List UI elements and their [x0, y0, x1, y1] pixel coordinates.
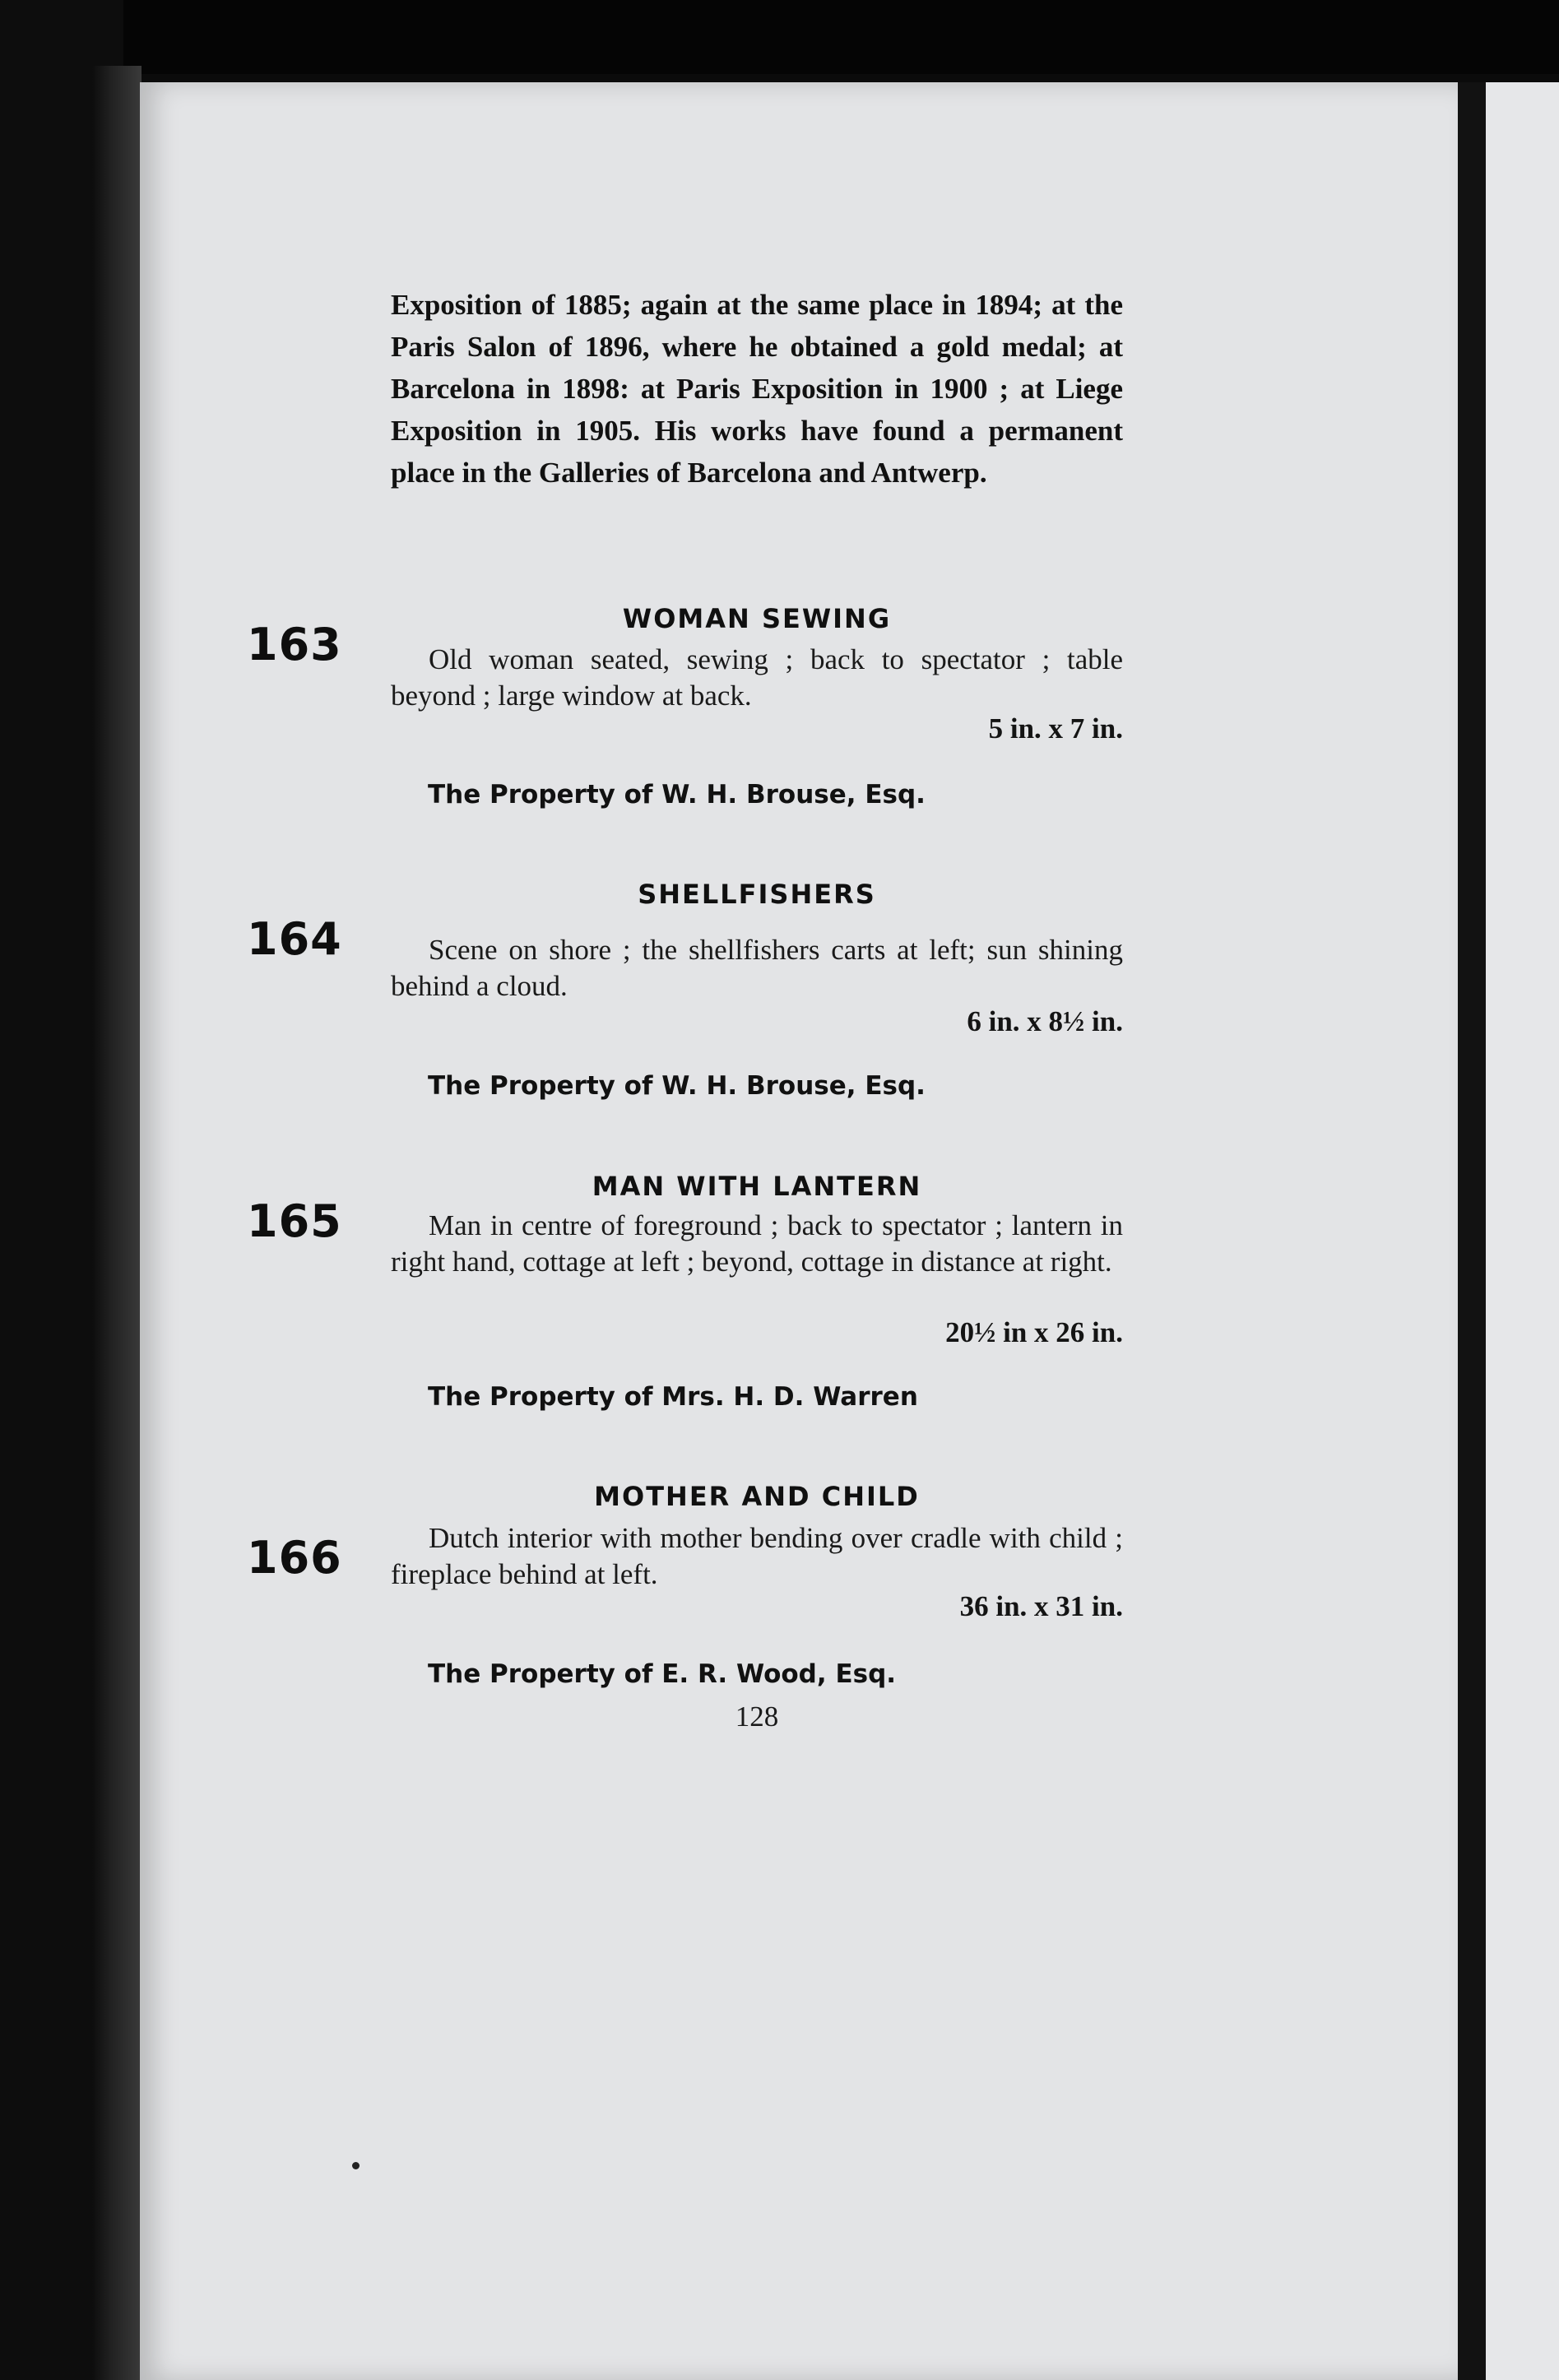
lot-title-164: SHELLFISHERS	[638, 879, 876, 910]
lot-description-text: Old woman seated, sewing ; back to spectator ; table beyond ; large window at back.	[391, 643, 1123, 712]
lot-owner-164: The Property of W. H. Brouse, Esq.	[428, 1071, 926, 1101]
lot-description-text: Man in centre of foreground ; back to spectator ; lantern in right hand, cottage at left ; beyond, cottage in distance at right.	[391, 1209, 1123, 1278]
lot-dimensions-163: 5 in. x 7 in.	[988, 712, 1123, 745]
lot-owner-165: The Property of Mrs. H. D. Warren	[428, 1382, 918, 1412]
page-number: 128	[735, 1700, 779, 1733]
lot-description-164	[391, 932, 1123, 1004]
lot-dimensions-165: 20½ in x 26 in.	[945, 1316, 1123, 1348]
lot-description-text: Dutch interior with mother bending over cradle with child ; fireplace behind at left.	[391, 1522, 1123, 1590]
lot-dimensions-166: 36 in. x 31 in.	[959, 1590, 1123, 1622]
lot-title-165: MAN WITH LANTERN	[592, 1171, 922, 1202]
lot-dimensions-164: 6 in. x 8½ in.	[967, 1005, 1123, 1037]
page-left-edge-shadow	[92, 66, 142, 2380]
scan-background-top	[0, 0, 1559, 74]
lot-number-165: 165	[247, 1195, 342, 1247]
lot-description-text: Scene on shore ; the shellfishers carts at left; sun shining behind a cloud.	[391, 934, 1123, 1002]
lot-number-164: 164	[247, 913, 342, 965]
ink-speck	[352, 2162, 360, 2169]
adjacent-page-edge	[1486, 82, 1559, 2380]
page-gutter	[1458, 82, 1486, 2380]
lot-number-166: 166	[247, 1532, 342, 1584]
lot-description-165	[391, 1208, 1123, 1280]
lot-owner-166: The Property of E. R. Wood, Esq.	[428, 1659, 897, 1689]
intro-paragraph: Exposition of 1885; again at the same place in 1894; at the Paris Salon of 1896, where he obtained a gold medal; at Barcelona in 1898: at Paris Exposition in 1900 ; at Liege Exposition in 1905. His works have found a permanent place in the Galleries of Barcelona and Antwerp.	[391, 289, 1123, 489]
lot-title-163: WOMAN SEWING	[622, 603, 892, 634]
lot-description-163	[391, 642, 1123, 714]
lot-description-166	[391, 1520, 1123, 1593]
lot-number-163: 163	[247, 619, 342, 670]
lot-title-166: MOTHER AND CHILD	[594, 1481, 920, 1512]
lot-owner-163: The Property of W. H. Brouse, Esq.	[428, 780, 926, 810]
